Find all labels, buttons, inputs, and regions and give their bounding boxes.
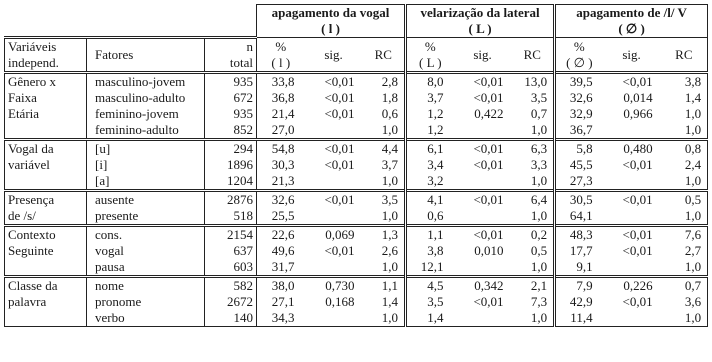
sig-cell — [603, 208, 661, 226]
rc-cell: 0,7 — [661, 277, 708, 295]
pct-cell: 3,8 — [406, 243, 454, 259]
table-row — [5, 122, 708, 140]
sig-cell — [305, 259, 363, 277]
sig-cell: <0,01 — [622, 294, 653, 309]
table-row — [5, 90, 708, 106]
sig-cell — [603, 259, 661, 277]
rc-cell: 1,0 — [381, 208, 399, 223]
table-row — [5, 73, 708, 91]
n-total-cell: 603 — [205, 259, 257, 277]
col-header-fatores: Fatores — [87, 38, 205, 73]
rc-cell: 2,4 — [661, 157, 708, 173]
rc-cell: 1,3 — [363, 226, 406, 244]
group-symbol: ( ∅ ) — [618, 21, 645, 36]
pct-cell: 1,1 — [406, 226, 454, 244]
sig-cell: <0,01 — [454, 73, 512, 91]
factor-cell: nome — [87, 277, 205, 295]
pct-cell: 17,7 — [555, 243, 603, 259]
col-header-pct-sign: % — [573, 38, 585, 54]
factor-cell: cons. — [87, 226, 205, 244]
pct-cell: 21,3 — [257, 173, 305, 191]
col-header-variaveis-line: Variáveis — [8, 39, 57, 54]
pct-cell: 25,5 — [257, 208, 305, 226]
col-header-rc: RC — [363, 38, 406, 73]
variable-label: Gênero x — [5, 73, 87, 91]
sig-cell — [603, 173, 661, 191]
n-total-cell: 852 — [205, 122, 257, 140]
col-header-rc: RC — [661, 38, 708, 73]
rc-cell: 3,3 — [530, 157, 548, 172]
table-row — [5, 277, 708, 295]
sig-cell — [454, 208, 512, 226]
rc-cell: 2,1 — [512, 277, 555, 295]
group-header-3 — [555, 5, 708, 38]
variable-label: Vogal da — [5, 140, 87, 158]
pct-cell: 45,5 — [555, 157, 603, 173]
rc-cell: 1,0 — [530, 259, 548, 274]
group-symbol: ( l ) — [321, 21, 340, 36]
col-header-pct-symbol: ( L ) — [418, 54, 442, 70]
col-header-sig: sig. — [603, 38, 661, 73]
sig-cell: <0,01 — [305, 191, 363, 209]
pct-cell: 1,2 — [406, 106, 454, 122]
rc-cell: 0,2 — [512, 226, 555, 244]
table-row — [5, 157, 708, 173]
sig-cell: <0,01 — [324, 106, 355, 121]
pct-cell: 12,1 — [406, 259, 454, 277]
sig-cell: 0,226 — [603, 277, 661, 295]
pct-cell: 3,5 — [406, 294, 454, 310]
pct-cell: 30,5 — [555, 191, 603, 209]
rc-cell: 1,0 — [661, 106, 708, 122]
group-symbol: ( L ) — [468, 21, 492, 36]
n-total-cell: 935 — [205, 106, 257, 122]
col-header-pct-sign: % — [424, 38, 436, 54]
rc-cell: 0,7 — [530, 106, 548, 121]
pct-cell: 27,0 — [257, 122, 305, 140]
rc-cell: 1,0 — [363, 310, 406, 327]
factor-cell: [a] — [87, 173, 205, 191]
factor-cell: pronome — [87, 294, 205, 310]
rc-cell: 1,8 — [381, 90, 399, 105]
sig-cell: 0,010 — [474, 243, 504, 258]
sig-cell — [603, 122, 661, 140]
table-row — [5, 106, 708, 122]
pct-cell: 5,8 — [555, 140, 603, 158]
col-header-variaveis — [5, 38, 87, 73]
col-header-pct-symbol: ( l ) — [271, 54, 291, 70]
n-total-cell: 672 — [205, 90, 257, 106]
pct-cell: 21,4 — [257, 106, 305, 122]
col-header-rc: RC — [512, 38, 555, 73]
factor-cell: pausa — [87, 259, 205, 277]
pct-cell: 4,5 — [406, 277, 454, 295]
table-body — [5, 5, 708, 327]
rc-cell: 4,4 — [363, 140, 406, 158]
group-title: apagamento de /l/ V — [576, 5, 687, 20]
factor-cell: feminino-jovem — [87, 106, 205, 122]
sig-cell: <0,01 — [473, 157, 504, 172]
factor-cell: verbo — [87, 310, 205, 327]
sig-cell: <0,01 — [324, 90, 355, 105]
pct-cell: 33,8 — [257, 73, 305, 91]
pct-cell: 7,9 — [555, 277, 603, 295]
rc-cell: 1,0 — [530, 122, 548, 137]
sig-cell: <0,01 — [473, 90, 504, 105]
rc-cell: 3,7 — [381, 157, 399, 172]
rc-cell: 1,0 — [381, 259, 399, 274]
table-row — [5, 310, 708, 327]
rc-cell: 0,5 — [661, 191, 708, 209]
col-header-pct — [257, 38, 305, 73]
rc-cell: 1,0 — [530, 173, 548, 188]
pct-cell: 39,5 — [555, 73, 603, 91]
pct-cell: 32,6 — [257, 191, 305, 209]
pct-cell: 30,3 — [257, 157, 305, 173]
rc-cell: 0,5 — [530, 243, 548, 258]
sig-cell: <0,01 — [454, 191, 512, 209]
sig-cell: <0,01 — [454, 226, 512, 244]
n-total-cell: 294 — [205, 140, 257, 158]
rc-cell: 2,6 — [381, 243, 399, 258]
variable-label — [5, 259, 87, 277]
n-total-cell: 2876 — [205, 191, 257, 209]
variable-label — [5, 122, 87, 140]
rc-cell: 1,1 — [363, 277, 406, 295]
variable-label: Classe da — [5, 277, 87, 295]
pct-cell: 48,3 — [555, 226, 603, 244]
rc-cell: 1,0 — [661, 208, 708, 226]
factor-cell: masculino-adulto — [87, 90, 205, 106]
sig-cell: <0,01 — [603, 73, 661, 91]
variable-label: Seguinte — [5, 243, 87, 259]
pct-cell: 0,6 — [406, 208, 454, 226]
sig-cell — [305, 208, 363, 226]
pct-cell: 36,8 — [257, 90, 305, 106]
sig-cell: 0,966 — [623, 106, 653, 121]
pct-cell: 11,4 — [555, 310, 603, 327]
group-title: velarização da lateral — [420, 5, 540, 20]
table-row — [5, 208, 708, 226]
n-total-cell: 1204 — [205, 173, 257, 191]
col-header-sig: sig. — [454, 38, 512, 73]
pct-cell: 32,9 — [555, 106, 603, 122]
sig-cell: <0,01 — [305, 140, 363, 158]
pct-cell: 31,7 — [257, 259, 305, 277]
pct-cell: 6,1 — [406, 140, 454, 158]
variable-label — [5, 310, 87, 327]
sig-cell: 0,730 — [305, 277, 363, 295]
factor-cell: [u] — [87, 140, 205, 158]
col-header-variaveis-line: independ. — [8, 55, 59, 70]
n-total-cell: 1896 — [205, 157, 257, 173]
variable-label: de /s/ — [5, 208, 87, 226]
sig-cell: 0,422 — [474, 106, 504, 121]
header-row-groups — [5, 5, 708, 38]
n-total-cell: 637 — [205, 243, 257, 259]
variable-label: Etária — [5, 106, 87, 122]
rc-cell: 0,8 — [661, 140, 708, 158]
rc-cell: 3,6 — [661, 294, 708, 310]
rc-cell: 1,0 — [661, 310, 708, 327]
pct-cell: 49,6 — [257, 243, 305, 259]
pct-cell: 42,9 — [555, 294, 603, 310]
n-total-cell: 935 — [205, 73, 257, 91]
sig-cell: <0,01 — [473, 294, 504, 309]
col-header-pct — [406, 38, 454, 73]
pct-cell: 27,1 — [257, 294, 305, 310]
factor-cell: ausente — [87, 191, 205, 209]
sig-cell — [603, 310, 661, 327]
table-row — [5, 140, 708, 158]
rc-cell: 1,0 — [512, 310, 555, 327]
sig-cell: 0,168 — [325, 294, 355, 309]
sig-cell — [305, 122, 363, 140]
sig-cell: <0,01 — [603, 226, 661, 244]
sig-cell: 0,069 — [305, 226, 363, 244]
group-title: apagamento da vogal — [271, 5, 390, 20]
pct-cell: 36,7 — [555, 122, 603, 140]
results-table — [4, 4, 708, 327]
sig-cell: <0,01 — [454, 140, 512, 158]
n-total-cell: 2154 — [205, 226, 257, 244]
rc-cell: 1,0 — [661, 259, 708, 277]
n-total-cell: 582 — [205, 277, 257, 295]
factor-cell: feminino-adulto — [87, 122, 205, 140]
pct-cell: 3,7 — [406, 90, 454, 106]
table-row — [5, 191, 708, 209]
pct-cell: 1,4 — [406, 310, 454, 327]
col-header-n-line: n — [246, 39, 254, 54]
sig-cell — [305, 310, 363, 327]
rc-cell: 2,8 — [363, 73, 406, 91]
rc-cell: 13,0 — [512, 73, 555, 91]
group-header-2 — [406, 5, 555, 38]
rc-cell: 1,0 — [381, 173, 399, 188]
table-row — [5, 173, 708, 191]
sig-cell: <0,01 — [324, 243, 355, 258]
rc-cell: 6,4 — [512, 191, 555, 209]
col-header-pct-symbol: ( ∅ ) — [566, 54, 593, 70]
rc-cell: 1,0 — [381, 122, 399, 137]
table-row — [5, 294, 708, 310]
sig-cell — [454, 173, 512, 191]
rc-cell: 3,5 — [530, 90, 548, 105]
col-header-pct — [555, 38, 603, 73]
sig-cell — [454, 259, 512, 277]
rc-cell: 1,0 — [661, 173, 708, 191]
n-total-cell: 140 — [205, 310, 257, 327]
sig-cell: <0,01 — [603, 191, 661, 209]
sig-cell: 0,480 — [603, 140, 661, 158]
factor-cell: presente — [87, 208, 205, 226]
table-row — [5, 243, 708, 259]
pct-cell: 9,1 — [555, 259, 603, 277]
variable-label: variável — [5, 157, 87, 173]
pct-cell: 64,1 — [555, 208, 603, 226]
rc-cell: 1,4 — [381, 294, 399, 309]
sig-cell — [454, 122, 512, 140]
variable-label: palavra — [5, 294, 87, 310]
sig-cell — [454, 310, 512, 327]
rc-cell: 7,6 — [661, 226, 708, 244]
sig-cell: <0,01 — [622, 157, 653, 172]
rc-cell: 3,8 — [661, 73, 708, 91]
factor-cell: vogal — [87, 243, 205, 259]
rc-cell: 2,7 — [661, 243, 708, 259]
pct-cell: 38,0 — [257, 277, 305, 295]
n-total-cell: 518 — [205, 208, 257, 226]
sig-cell: <0,01 — [305, 73, 363, 91]
pct-cell: 27,3 — [555, 173, 603, 191]
pct-cell: 54,8 — [257, 140, 305, 158]
rc-cell: 1,4 — [661, 90, 708, 106]
factor-cell: [i] — [87, 157, 205, 173]
rc-cell: 1,0 — [661, 122, 708, 140]
variable-label — [5, 173, 87, 191]
col-header-n-line: total — [229, 55, 254, 70]
rc-cell: 1,0 — [530, 208, 548, 223]
pct-cell: 34,3 — [257, 310, 305, 327]
col-header-sig: sig. — [305, 38, 363, 73]
sig-cell: 0,014 — [623, 90, 653, 105]
rc-cell: 7,3 — [530, 294, 548, 309]
pct-cell: 32,6 — [555, 90, 603, 106]
pct-cell: 1,2 — [406, 122, 454, 140]
table-row — [5, 259, 708, 277]
col-header-n — [205, 38, 257, 73]
pct-cell: 4,1 — [406, 191, 454, 209]
rc-cell: 0,6 — [381, 106, 399, 121]
sig-cell: <0,01 — [622, 243, 653, 258]
n-total-cell: 2672 — [205, 294, 257, 310]
col-header-pct-sign: % — [275, 38, 287, 54]
pct-cell: 3,4 — [406, 157, 454, 173]
group-header-1 — [257, 5, 406, 38]
variable-label: Contexto — [5, 226, 87, 244]
table-row — [5, 226, 708, 244]
rc-cell: 6,3 — [512, 140, 555, 158]
pct-cell: 3,2 — [406, 173, 454, 191]
pct-cell: 22,6 — [257, 226, 305, 244]
variable-label: Faixa — [5, 90, 87, 106]
header-blank — [5, 5, 257, 38]
header-row-columns — [5, 38, 708, 73]
variable-label: Presença — [5, 191, 87, 209]
factor-cell: masculino-jovem — [87, 73, 205, 91]
pct-cell: 8,0 — [406, 73, 454, 91]
sig-cell: <0,01 — [324, 157, 355, 172]
sig-cell — [305, 173, 363, 191]
sig-cell: 0,342 — [454, 277, 512, 295]
rc-cell: 3,5 — [363, 191, 406, 209]
